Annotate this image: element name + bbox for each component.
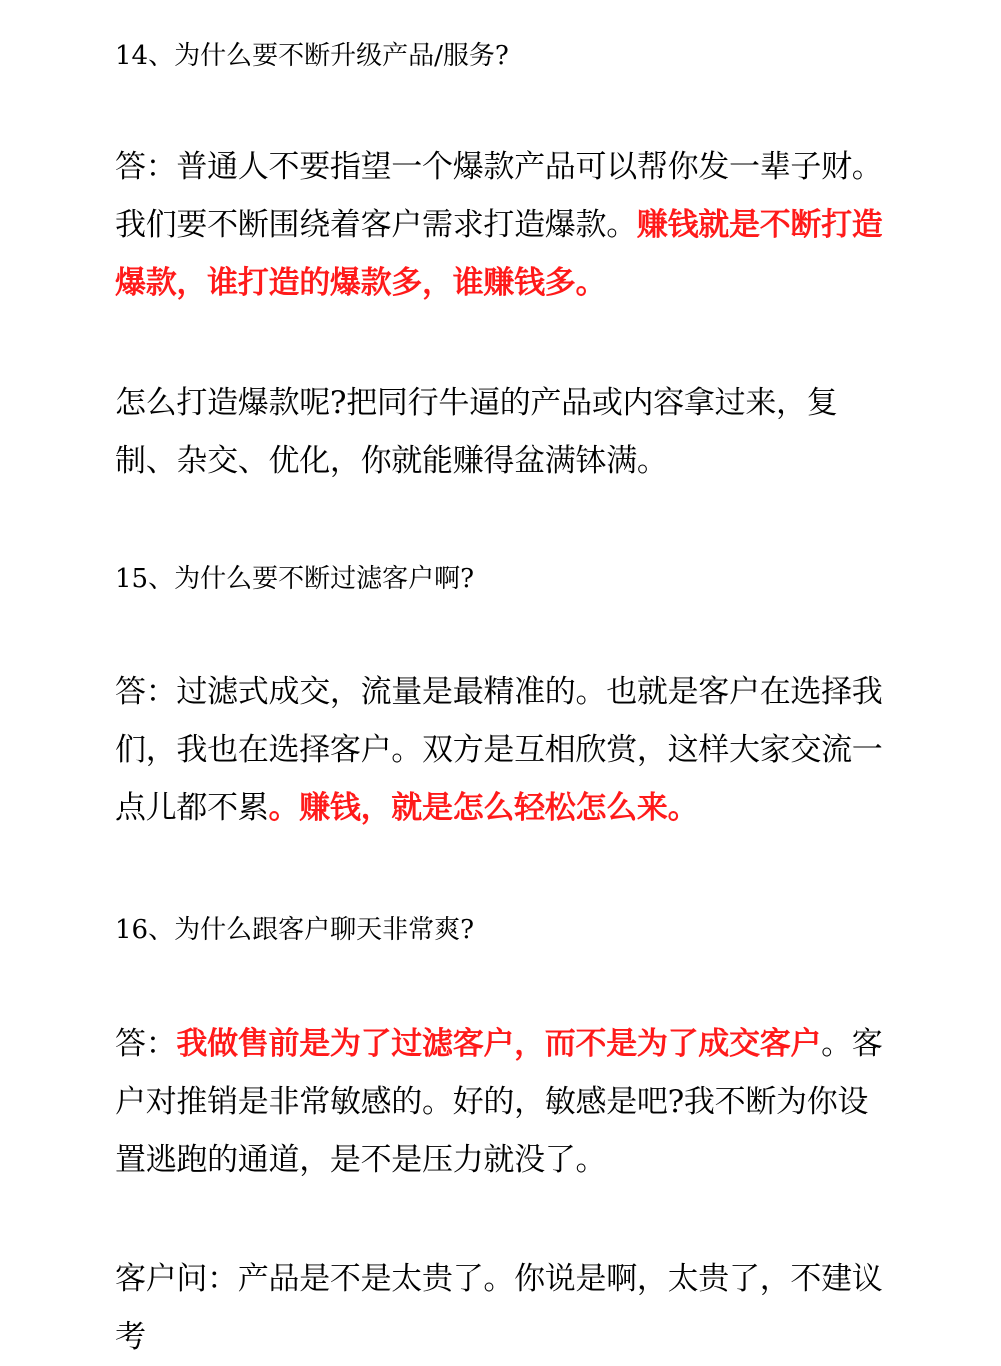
question-16-answer-highlight: 我做售前是为了过滤客户，而不是为了成交客户 <box>176 1026 822 1062</box>
question-15-answer-text: 答：过滤式成交，流量是最精准的。也就是客户在选择我们，我也在选择客户。双方是互相欣赏，这样大家交流一点儿都不累 <box>115 674 883 826</box>
question-16-answer-prefix: 答： <box>115 1026 177 1062</box>
question-14-extra: 怎么打造爆款呢?把同行牛逼的产品或内容拿过来，复制、杂交、优化，你就能赚得盆满钵满。 <box>115 385 838 479</box>
question-16-title: 16、为什么跟客户聊天非常爽? <box>115 915 475 945</box>
question-15-title: 15、为什么要不断过滤客户啊? <box>115 564 475 594</box>
question-16-answer <box>115 1015 895 1189</box>
question-14-answer <box>115 138 895 312</box>
question-15-answer-highlight: 。赚钱，就是怎么轻松怎么来。 <box>268 790 699 826</box>
question-14-title: 14、为什么要不断升级产品/服务? <box>115 41 509 71</box>
question-15-answer <box>115 663 895 837</box>
question-16-answer-text: 。客户对推销是非常敏感的。好的，敏感是吧?我不断为你设置逃跑的通道，是不是压力就没了。 <box>115 1026 883 1178</box>
question-16-extra: 客户问：产品是不是太贵了。你说是啊，太贵了，不建议考 <box>115 1261 883 1355</box>
question-14-answer-text: 答：普通人不要指望一个爆款产品可以帮你发一辈子财。我们要不断围绕着客户需求打造爆款。 <box>115 149 883 243</box>
question-14-answer-highlight: 赚钱就是不断打造爆款，谁打造的爆款多，谁赚钱多。 <box>115 207 883 301</box>
